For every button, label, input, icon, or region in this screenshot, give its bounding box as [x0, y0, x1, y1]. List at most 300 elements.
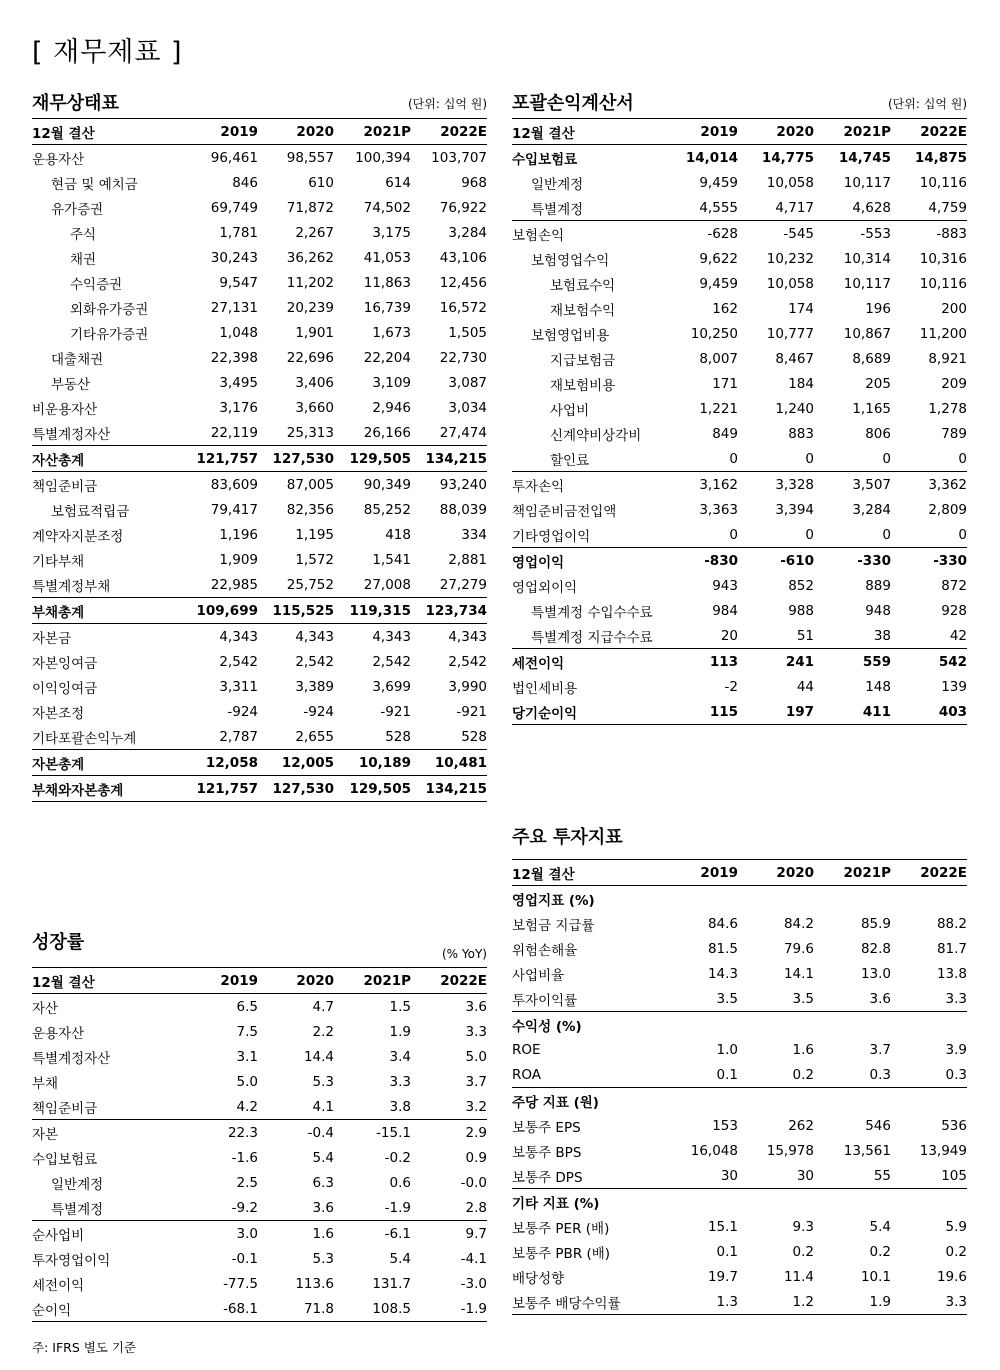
value-cell — [891, 1088, 967, 1114]
value-cell: 3,034 — [448, 399, 487, 416]
value-cell: 1,505 — [448, 324, 487, 341]
value-cell: 11,200 — [919, 325, 967, 342]
value-cell: 3,087 — [448, 374, 487, 391]
value-cell: -3.0 — [460, 1275, 487, 1292]
value-cell: 10.1 — [860, 1268, 891, 1285]
value-cell: -924 — [227, 703, 258, 720]
value-cell: 22,730 — [439, 349, 487, 366]
value-cell: 1,221 — [699, 400, 738, 417]
value-cell: 88,039 — [439, 501, 487, 518]
value-cell: 11.4 — [783, 1268, 814, 1285]
table-row — [512, 1113, 967, 1138]
row-label: 재보험비용 — [550, 377, 616, 394]
header-year-cell: 2022E — [891, 860, 967, 886]
value-cell: 3,176 — [219, 399, 258, 416]
value-cell: -924 — [303, 703, 334, 720]
value-cell: 3,162 — [660, 472, 738, 498]
value-cell: 30 — [796, 1167, 814, 1184]
header-year-cell: 2022E — [411, 119, 487, 145]
table-row — [32, 446, 487, 472]
value-cell: 3.7 — [465, 1073, 487, 1090]
row-label: 수입보험료 — [32, 1151, 98, 1168]
value-cell: 9,459 — [699, 174, 738, 191]
indicators-table — [512, 860, 967, 1315]
value-cell: 948 — [865, 602, 891, 619]
value-cell: 71,872 — [286, 199, 334, 216]
footnote: 주: IFRS 별도 기준 — [32, 1340, 137, 1355]
value-cell: 13,561 — [843, 1142, 891, 1159]
table-row — [512, 396, 967, 421]
value-cell: 9.3 — [792, 1218, 814, 1235]
table-row — [32, 1069, 487, 1094]
row-label: 기타부채 — [32, 553, 85, 570]
row-label: 부동산 — [51, 376, 91, 393]
row-label: 기타영업이익 — [512, 528, 591, 545]
row-label: 이익잉여금 — [32, 680, 98, 697]
value-cell: 5.3 — [312, 1073, 334, 1090]
value-cell: -0.0 — [460, 1174, 487, 1191]
value-cell: 3,109 — [372, 374, 411, 391]
value-cell: 14,014 — [685, 149, 738, 166]
value-cell: 789 — [941, 425, 967, 442]
value-cell: 10,250 — [690, 325, 738, 342]
row-label: 보험손익 — [512, 221, 660, 247]
table-row — [32, 295, 487, 320]
value-cell: 9,547 — [219, 274, 258, 291]
value-cell: 10,314 — [843, 250, 891, 267]
value-cell: 88.2 — [936, 915, 967, 932]
value-cell: 81.5 — [707, 940, 738, 957]
value-cell: 10,189 — [334, 750, 411, 776]
value-cell: 100,394 — [355, 149, 411, 166]
value-cell: 14.1 — [783, 965, 814, 982]
value-cell: 3.1 — [236, 1048, 258, 1065]
value-cell: -0.2 — [384, 1149, 411, 1166]
row-label: 자산총계 — [32, 446, 180, 472]
value-cell: 262 — [788, 1117, 814, 1134]
value-cell: 2,881 — [448, 551, 487, 568]
value-cell: 411 — [814, 699, 891, 725]
row-label: 특별계정 — [51, 1201, 104, 1218]
table-row — [32, 1221, 487, 1247]
value-cell: 0 — [729, 450, 738, 467]
header-year-cell: 2020 — [258, 968, 334, 994]
header-year-cell: 2021P — [814, 860, 891, 886]
balance-sheet-panel — [32, 92, 487, 802]
income-statement-unit: (단위: 십억 원) — [888, 97, 967, 111]
value-cell: 4,343 — [258, 624, 334, 650]
value-cell: 0.2 — [869, 1243, 891, 1260]
value-cell: 3.5 — [792, 990, 814, 1007]
value-cell — [891, 886, 967, 912]
header-label-cell: 12월 결산 — [512, 860, 660, 886]
value-cell: 27,279 — [439, 576, 487, 593]
table-row — [32, 624, 487, 650]
value-cell: -0.1 — [231, 1250, 258, 1267]
value-cell — [738, 1088, 814, 1114]
row-label: 보험영업비용 — [531, 327, 610, 344]
row-label: 자본총계 — [32, 750, 180, 776]
indicators-header — [512, 822, 967, 860]
value-cell — [738, 1012, 814, 1038]
value-cell: 536 — [941, 1117, 967, 1134]
value-cell: 418 — [385, 526, 411, 543]
row-label: 보험료수익 — [550, 277, 616, 294]
value-cell: -2 — [724, 678, 738, 695]
value-cell: 3,990 — [448, 678, 487, 695]
value-cell: 51 — [796, 627, 814, 644]
row-label: 특별계정자산 — [32, 426, 111, 443]
value-cell: 5.0 — [236, 1073, 258, 1090]
value-cell: 1.6 — [258, 1221, 334, 1247]
value-cell: 889 — [865, 577, 891, 594]
row-label: 특별계정 지급수수료 — [531, 629, 653, 646]
header-year-cell: 2020 — [738, 119, 814, 145]
value-cell: 79,417 — [210, 501, 258, 518]
value-cell: 546 — [865, 1117, 891, 1134]
value-cell: 14,875 — [914, 149, 967, 166]
value-cell: 115 — [660, 699, 738, 725]
value-cell: 153 — [712, 1117, 738, 1134]
table-header-row — [32, 968, 487, 994]
value-cell: 83,609 — [180, 472, 258, 498]
value-cell: 0.1 — [716, 1243, 738, 1260]
value-cell: 96,461 — [210, 149, 258, 166]
row-label: 기타포괄손익누계 — [32, 730, 137, 747]
value-cell: 10,058 — [766, 174, 814, 191]
value-cell: 13.8 — [936, 965, 967, 982]
table-row — [32, 395, 487, 420]
value-cell: 42 — [949, 627, 967, 644]
value-cell: 3,699 — [372, 678, 411, 695]
table-row — [512, 573, 967, 598]
row-label: 부채와자본총계 — [32, 776, 180, 802]
header-year-cell: 2020 — [738, 860, 814, 886]
row-label: 계약자지분조정 — [32, 528, 124, 545]
value-cell: 1.9 — [389, 1023, 411, 1040]
table-row — [32, 1145, 487, 1170]
header-year-cell: 2019 — [660, 119, 738, 145]
table-row — [512, 1189, 967, 1215]
value-cell: 1,781 — [219, 224, 258, 241]
value-cell: 3,311 — [219, 678, 258, 695]
row-label: 순이익 — [32, 1296, 180, 1322]
table-row — [32, 1246, 487, 1271]
value-cell: 5.3 — [312, 1250, 334, 1267]
value-cell: 2,655 — [295, 728, 334, 745]
value-cell: 559 — [814, 649, 891, 675]
value-cell: -1.6 — [231, 1149, 258, 1166]
value-cell: 43,106 — [439, 249, 487, 266]
row-label: 자본금 — [32, 624, 180, 650]
row-label: 일반계정 — [51, 1176, 104, 1193]
value-cell: 15,978 — [766, 1142, 814, 1159]
value-cell: 129,505 — [334, 776, 411, 802]
table-row — [512, 371, 967, 396]
balance-sheet-title: 재무상태표 — [32, 93, 119, 114]
value-cell: 12,456 — [439, 274, 487, 291]
value-cell: 0.2 — [792, 1066, 814, 1083]
value-cell: 174 — [788, 300, 814, 317]
value-cell: 1.5 — [389, 998, 411, 1015]
table-row — [512, 271, 967, 296]
table-row — [32, 1170, 487, 1195]
value-cell: -6.1 — [334, 1221, 411, 1247]
value-cell: 16,572 — [439, 299, 487, 316]
value-cell: 1.9 — [814, 1289, 891, 1315]
table-row — [32, 145, 487, 171]
table-header-row — [512, 860, 967, 886]
row-label: 특별계정부채 — [32, 578, 111, 595]
table-row — [32, 320, 487, 345]
value-cell: 55 — [873, 1167, 891, 1184]
value-cell — [738, 886, 814, 912]
value-cell: 10,117 — [843, 275, 891, 292]
table-row — [512, 246, 967, 271]
row-label: 부채총계 — [32, 598, 180, 624]
growth-title: 성장률 — [32, 932, 85, 953]
row-label: ROE — [512, 1041, 541, 1058]
value-cell: 9,622 — [699, 250, 738, 267]
value-cell: -4.1 — [460, 1250, 487, 1267]
income-statement-title: 포괄손익계산서 — [512, 93, 634, 114]
value-cell: 148 — [865, 678, 891, 695]
value-cell: -1.9 — [411, 1296, 487, 1322]
value-cell: 196 — [865, 300, 891, 317]
value-cell: 2,809 — [928, 501, 967, 518]
table-row — [32, 522, 487, 547]
table-row — [32, 1094, 487, 1120]
value-cell: 139 — [941, 678, 967, 695]
value-cell: 3,284 — [852, 501, 891, 518]
value-cell: 4.1 — [312, 1098, 334, 1115]
value-cell: 10,116 — [919, 174, 967, 191]
value-cell: 4,343 — [180, 624, 258, 650]
table-row — [32, 170, 487, 195]
value-cell: 197 — [738, 699, 814, 725]
value-cell: 27,131 — [210, 299, 258, 316]
balance-sheet-unit: (단위: 십억 원) — [408, 97, 487, 111]
table-row — [512, 321, 967, 346]
income-statement-panel — [512, 92, 967, 725]
table-row — [512, 886, 967, 912]
value-cell: 13,949 — [919, 1142, 967, 1159]
header-year-cell: 2021P — [334, 119, 411, 145]
value-cell: 3.5 — [716, 990, 738, 1007]
table-row — [32, 572, 487, 598]
income-statement-table — [512, 119, 967, 725]
header-year-cell: 2022E — [891, 119, 967, 145]
value-cell: 5.4 — [869, 1218, 891, 1235]
value-cell: -921 — [380, 703, 411, 720]
growth-panel — [32, 930, 487, 1322]
value-cell: 3.6 — [312, 1199, 334, 1216]
table-row — [512, 649, 967, 675]
value-cell: 127,530 — [258, 446, 334, 472]
value-cell: 108.5 — [334, 1296, 411, 1322]
value-cell: 3,495 — [219, 374, 258, 391]
value-cell: 15.1 — [707, 1218, 738, 1235]
table-row — [512, 548, 967, 574]
value-cell: 121,757 — [180, 446, 258, 472]
header-label-cell: 12월 결산 — [32, 968, 180, 994]
value-cell — [660, 1189, 738, 1215]
value-cell: 2,542 — [219, 653, 258, 670]
value-cell: 3.3 — [389, 1073, 411, 1090]
table-row — [512, 1012, 967, 1038]
table-row — [512, 699, 967, 725]
row-label: 보험영업수익 — [531, 252, 610, 269]
row-label: 주식 — [70, 226, 97, 243]
value-cell: -330 — [891, 548, 967, 574]
table-row — [512, 296, 967, 321]
value-cell: 16,739 — [363, 299, 411, 316]
value-cell: 3,507 — [814, 472, 891, 498]
value-cell: 2,946 — [372, 399, 411, 416]
value-cell: 2,267 — [295, 224, 334, 241]
value-cell: 2.8 — [465, 1199, 487, 1216]
table-row — [512, 598, 967, 623]
income-statement-header — [512, 92, 967, 119]
value-cell: 25,313 — [286, 424, 334, 441]
table-row — [512, 674, 967, 699]
value-cell: 872 — [941, 577, 967, 594]
value-cell: 19.6 — [936, 1268, 967, 1285]
value-cell: 0 — [882, 526, 891, 543]
value-cell: 3.8 — [389, 1098, 411, 1115]
table-row — [32, 1271, 487, 1296]
value-cell: 3,406 — [295, 374, 334, 391]
value-cell: 84.6 — [707, 915, 738, 932]
value-cell: 26,166 — [363, 424, 411, 441]
value-cell: 81.7 — [936, 940, 967, 957]
row-label: 보통주 PBR (배) — [512, 1245, 611, 1262]
table-row — [32, 497, 487, 522]
table-row — [512, 1037, 967, 1062]
header-label-cell: 12월 결산 — [512, 119, 660, 145]
value-cell: -883 — [891, 221, 967, 247]
value-cell: 171 — [712, 375, 738, 392]
value-cell: 14.4 — [303, 1048, 334, 1065]
table-row — [512, 145, 967, 171]
value-cell: -1.9 — [384, 1199, 411, 1216]
row-label: 책임준비금 — [32, 472, 180, 498]
header-year-cell: 2019 — [660, 860, 738, 886]
table-row — [32, 270, 487, 295]
value-cell: 1,541 — [372, 551, 411, 568]
value-cell: 3,394 — [775, 501, 814, 518]
value-cell: 5.9 — [945, 1218, 967, 1235]
table-row — [512, 936, 967, 961]
row-label: 투자손익 — [512, 472, 660, 498]
page-title: [ 재무제표 ] — [32, 37, 183, 68]
value-cell: 129,505 — [334, 446, 411, 472]
table-row — [32, 699, 487, 724]
value-cell: 6.5 — [236, 998, 258, 1015]
table-row — [32, 776, 487, 802]
value-cell: 127,530 — [258, 776, 334, 802]
row-label: 자본잉여금 — [32, 655, 98, 672]
table-row — [32, 1296, 487, 1322]
table-row — [512, 221, 967, 247]
value-cell: 10,116 — [919, 275, 967, 292]
row-label: 기타 지표 (%) — [512, 1189, 660, 1215]
row-label: 재보험수익 — [550, 302, 616, 319]
value-cell: 12,058 — [180, 750, 258, 776]
value-cell: 852 — [788, 577, 814, 594]
value-cell — [738, 1189, 814, 1215]
row-label: 유가증권 — [51, 201, 104, 218]
row-label: 세전이익 — [32, 1277, 85, 1294]
row-label: 대출채권 — [51, 351, 104, 368]
value-cell: 849 — [712, 425, 738, 442]
header-year-cell: 2019 — [180, 968, 258, 994]
value-cell — [660, 886, 738, 912]
balance-sheet-table — [32, 119, 487, 802]
balance-sheet-header — [32, 92, 487, 119]
value-cell: 528 — [385, 728, 411, 745]
header-year-cell: 2021P — [334, 968, 411, 994]
row-label: 채권 — [70, 251, 97, 268]
value-cell: 79.6 — [783, 940, 814, 957]
value-cell: 27,008 — [363, 576, 411, 593]
value-cell: 0.2 — [945, 1243, 967, 1260]
value-cell: 3.6 — [465, 998, 487, 1015]
value-cell: 2,542 — [448, 653, 487, 670]
value-cell: 1,909 — [219, 551, 258, 568]
row-label: 당기순이익 — [512, 699, 660, 725]
value-cell: 123,734 — [411, 598, 487, 624]
table-row — [512, 195, 967, 221]
value-cell: 846 — [232, 174, 258, 191]
table-row — [512, 421, 967, 446]
value-cell: 44 — [796, 678, 814, 695]
table-row — [512, 446, 967, 472]
table-row — [32, 1195, 487, 1221]
row-label: 외화유가증권 — [70, 301, 149, 318]
table-row — [32, 195, 487, 220]
value-cell: 209 — [941, 375, 967, 392]
value-cell: 131.7 — [372, 1275, 411, 1292]
value-cell: 16,048 — [690, 1142, 738, 1159]
value-cell: 14,745 — [838, 149, 891, 166]
value-cell: 121,757 — [180, 776, 258, 802]
row-label: 투자영업이익 — [32, 1252, 111, 1269]
row-label: 법인세비용 — [512, 680, 578, 697]
table-row — [32, 1044, 487, 1069]
row-label: 비운용자산 — [32, 401, 98, 418]
value-cell: -15.1 — [334, 1120, 411, 1146]
value-cell: 82.8 — [860, 940, 891, 957]
table-row — [32, 245, 487, 270]
value-cell: 93,240 — [411, 472, 487, 498]
table-row — [32, 994, 487, 1020]
value-cell: 1.0 — [716, 1041, 738, 1058]
growth-unit: (% YoY) — [442, 947, 487, 961]
value-cell: 0 — [958, 450, 967, 467]
row-label: 위험손해율 — [512, 942, 578, 959]
value-cell: 184 — [788, 375, 814, 392]
table-row — [512, 961, 967, 986]
value-cell: 1,165 — [852, 400, 891, 417]
value-cell: 988 — [788, 602, 814, 619]
value-cell: 3.7 — [869, 1041, 891, 1058]
row-label: 보통주 DPS — [512, 1169, 583, 1186]
value-cell: 205 — [865, 375, 891, 392]
indicators-title: 주요 투자지표 — [512, 827, 623, 848]
value-cell: 82,356 — [286, 501, 334, 518]
value-cell: 1,240 — [775, 400, 814, 417]
